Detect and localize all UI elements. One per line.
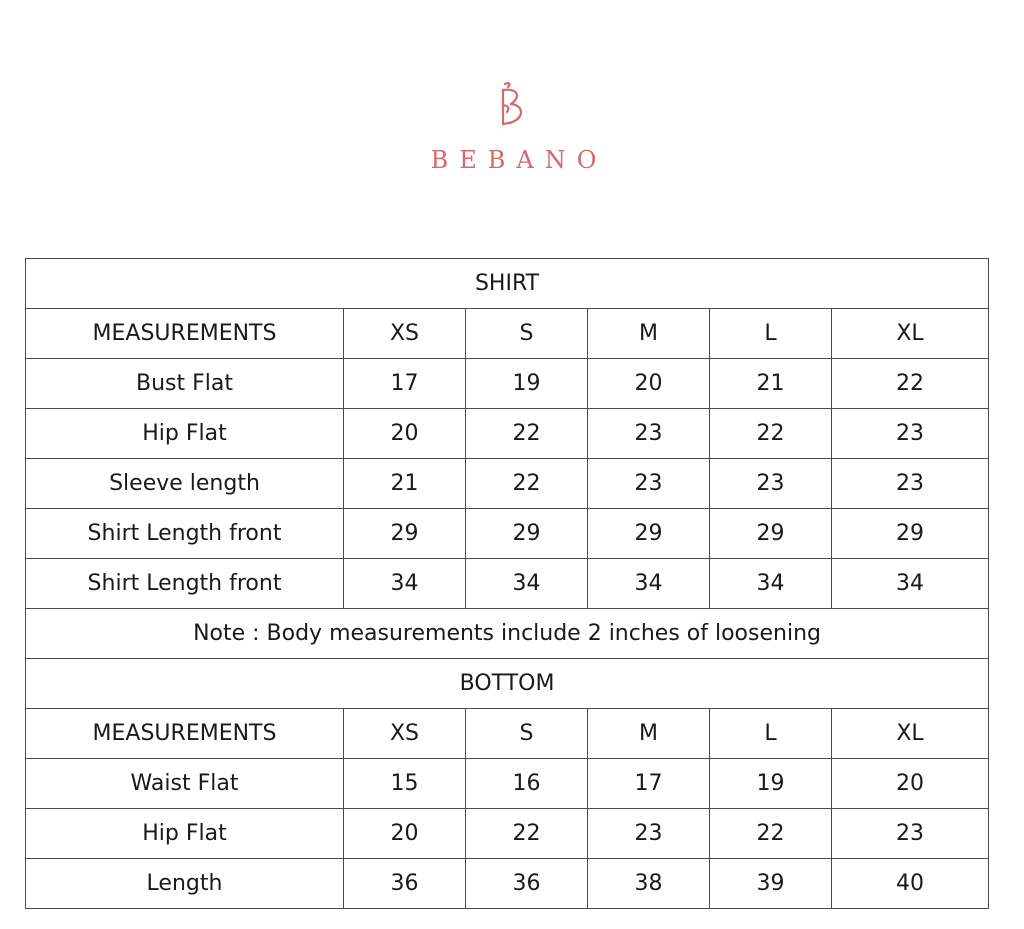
column-header-measurements: MEASUREMENTS (26, 309, 344, 359)
row-label: Sleeve length (26, 459, 344, 509)
row-label: Shirt Length front (26, 509, 344, 559)
table-cell: 39 (710, 859, 832, 909)
size-chart-table (25, 258, 989, 909)
table-row (26, 759, 989, 809)
table-cell: 23 (710, 459, 832, 509)
table-cell: 23 (588, 459, 710, 509)
table-cell: 23 (832, 459, 989, 509)
section-title-shirt: SHIRT (26, 259, 989, 309)
table-cell: 34 (344, 559, 466, 609)
table-cell: 38 (588, 859, 710, 909)
table-cell: 34 (710, 559, 832, 609)
bottom-header-row (26, 709, 989, 759)
section-title-bottom: BOTTOM (26, 659, 989, 709)
row-label: Shirt Length front (26, 559, 344, 609)
loosening-note: Note : Body measurements include 2 inches of loosening (26, 609, 989, 659)
table-row (26, 409, 989, 459)
column-header-m: M (588, 709, 710, 759)
table-cell: 36 (466, 859, 588, 909)
note-row (26, 609, 989, 659)
brand-name: BEBANO (430, 146, 608, 174)
column-header-s: S (466, 309, 588, 359)
column-header-xs: XS (344, 309, 466, 359)
column-header-l: L (710, 709, 832, 759)
table-cell: 17 (588, 759, 710, 809)
table-cell: 22 (710, 409, 832, 459)
table-cell: 23 (588, 809, 710, 859)
table-cell: 40 (832, 859, 989, 909)
table-cell: 34 (466, 559, 588, 609)
table-row (26, 509, 989, 559)
table-cell: 22 (832, 359, 989, 409)
table-cell: 29 (710, 509, 832, 559)
row-label: Hip Flat (26, 409, 344, 459)
table-row (26, 359, 989, 409)
table-cell: 36 (344, 859, 466, 909)
bottom-title-row (26, 659, 989, 709)
table-cell: 15 (344, 759, 466, 809)
table-cell: 29 (344, 509, 466, 559)
shirt-title-row (26, 259, 989, 309)
row-label: Hip Flat (26, 809, 344, 859)
table-row (26, 459, 989, 509)
table-cell: 22 (710, 809, 832, 859)
table-cell: 23 (832, 409, 989, 459)
column-header-m: M (588, 309, 710, 359)
table-cell: 19 (710, 759, 832, 809)
column-header-xl: XL (832, 709, 989, 759)
table-cell: 16 (466, 759, 588, 809)
column-header-xl: XL (832, 309, 989, 359)
row-label: Bust Flat (26, 359, 344, 409)
row-label: Waist Flat (26, 759, 344, 809)
table-cell: 23 (832, 809, 989, 859)
table-cell: 29 (466, 509, 588, 559)
table-cell: 20 (344, 809, 466, 859)
column-header-s: S (466, 709, 588, 759)
table-row (26, 859, 989, 909)
table-cell: 34 (588, 559, 710, 609)
shirt-header-row (26, 309, 989, 359)
monogram-b-icon (495, 78, 529, 128)
table-row (26, 559, 989, 609)
row-label: Length (26, 859, 344, 909)
table-cell: 22 (466, 409, 588, 459)
table-cell: 21 (344, 459, 466, 509)
column-header-measurements: MEASUREMENTS (26, 709, 344, 759)
table-row (26, 809, 989, 859)
table-cell: 21 (710, 359, 832, 409)
column-header-xs: XS (344, 709, 466, 759)
table-cell: 29 (588, 509, 710, 559)
column-header-l: L (710, 309, 832, 359)
table-cell: 20 (344, 409, 466, 459)
table-cell: 22 (466, 459, 588, 509)
table-cell: 20 (588, 359, 710, 409)
table-cell: 20 (832, 759, 989, 809)
brand-header (0, 78, 1024, 174)
table-cell: 19 (466, 359, 588, 409)
table-cell: 23 (588, 409, 710, 459)
table-cell: 22 (466, 809, 588, 859)
table-cell: 29 (832, 509, 989, 559)
table-cell: 34 (832, 559, 989, 609)
table-cell: 17 (344, 359, 466, 409)
